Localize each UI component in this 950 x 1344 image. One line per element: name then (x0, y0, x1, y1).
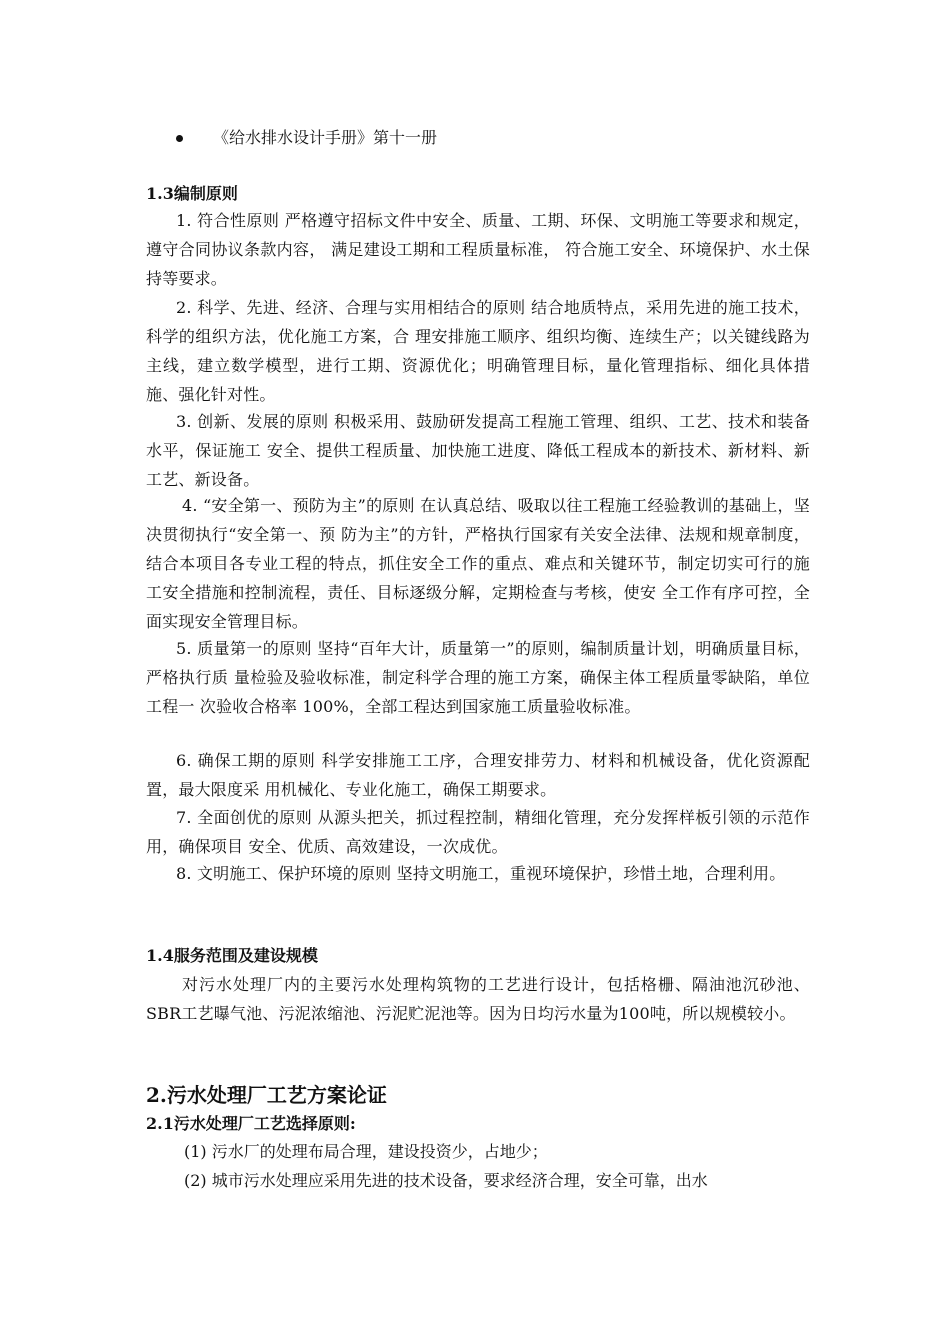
principle-1: 1. 符合性原则 严格遵守招标文件中安全、质量、工期、环保、文明施工等要求和规定，遵守合同协议条款内容， 满足建设工期和工程质量标准， 符合施工安全、环境保护、水土保持等要求。 (146, 211, 810, 288)
section-1-4-text: 对污水处理厂内的主要污水处理构筑物的工艺进行设计，包括格栅、隔油池沉砂池、SBR工艺曝气池、污泥浓缩池、污泥贮泥池等。因为日均污水量为100吨，所以规模较小。 (146, 975, 810, 1023)
section-heading-2: 2.污水处理厂工艺方案论证 (146, 1083, 387, 1107)
bullet-icon (176, 135, 183, 142)
principle-8: 8. 文明施工、保护环境的原则 坚持文明施工，重视环境保护，珍惜土地，合理利用。 (176, 864, 786, 883)
principle-4: 4. “安全第一、预防为主”的原则 在认真总结、吸取以往工程施工经验教训的基础上，坚决贯彻执行“安全第一、预 防为主”的方针，严格执行国家有关安全法律、法规和规章制度，结合本项目各专业工程的特点，抓住安全工作的重点、难点和关键环节，制定切实可行的施工安全措施和控制流程，责任、目标逐级分解，定期检查与考核，使安 全工作有序可控，全面实现安全管理目标。 (146, 496, 810, 631)
section-heading-1-3: 1.3编制原则 (146, 184, 238, 203)
list-item-1: (1) 污水厂的处理布局合理，建设投资少，占地少； (184, 1142, 548, 1161)
section-heading-1-4: 1.4服务范围及建设规模 (146, 946, 318, 965)
principle-5: 5. 质量第一的原则 坚持“百年大计，质量第一”的原则，编制质量计划，明确质量目标，严格执行质 量检验及验收标准，制定科学合理的施工方案，确保主体工程质量零缺陷，单位工程一 次验收合格率 100%，全部工程达到国家施工质量验收标准。 (146, 639, 810, 716)
section-heading-2-1: 2.1污水处理厂工艺选择原则: (146, 1114, 356, 1133)
principle-2: 2. 科学、先进、经济、合理与实用相结合的原则 结合地质特点，采用先进的施工技术，科学的组织方法，优化施工方案，合 理安排施工顺序、组织均衡、连续生产；以关键线路为主线，建立数学模型，进行工期、资源优化；明确管理目标，量化管理指标、细化具体措施、强化针对性。 (146, 298, 810, 404)
reference-list-item (176, 124, 437, 152)
reference-text: 《给水排水设计手册》第十一册 (213, 128, 438, 147)
principle-3: 3. 创新、发展的原则 积极采用、鼓励研发提高工程施工管理、组织、工艺、技术和装备水平，保证施工 安全、提供工程质量、加快施工进度、降低工程成本的新技术、新材料、新工艺、新设备。 (146, 412, 810, 489)
list-item-2: (2) 城市污水处理应采用先进的技术设备，要求经济合理，安全可靠，出水 (184, 1171, 708, 1190)
principle-6: 6. 确保工期的原则 科学安排施工工序，合理安排劳力、材料和机械设备，优化资源配置，最大限度采 用机械化、专业化施工，确保工期要求。 (146, 751, 810, 799)
principle-7: 7. 全面创优的原则 从源头把关，抓过程控制，精细化管理，充分发挥样板引领的示范作用，确保项目 安全、优质、高效建设，一次成优。 (146, 808, 810, 856)
